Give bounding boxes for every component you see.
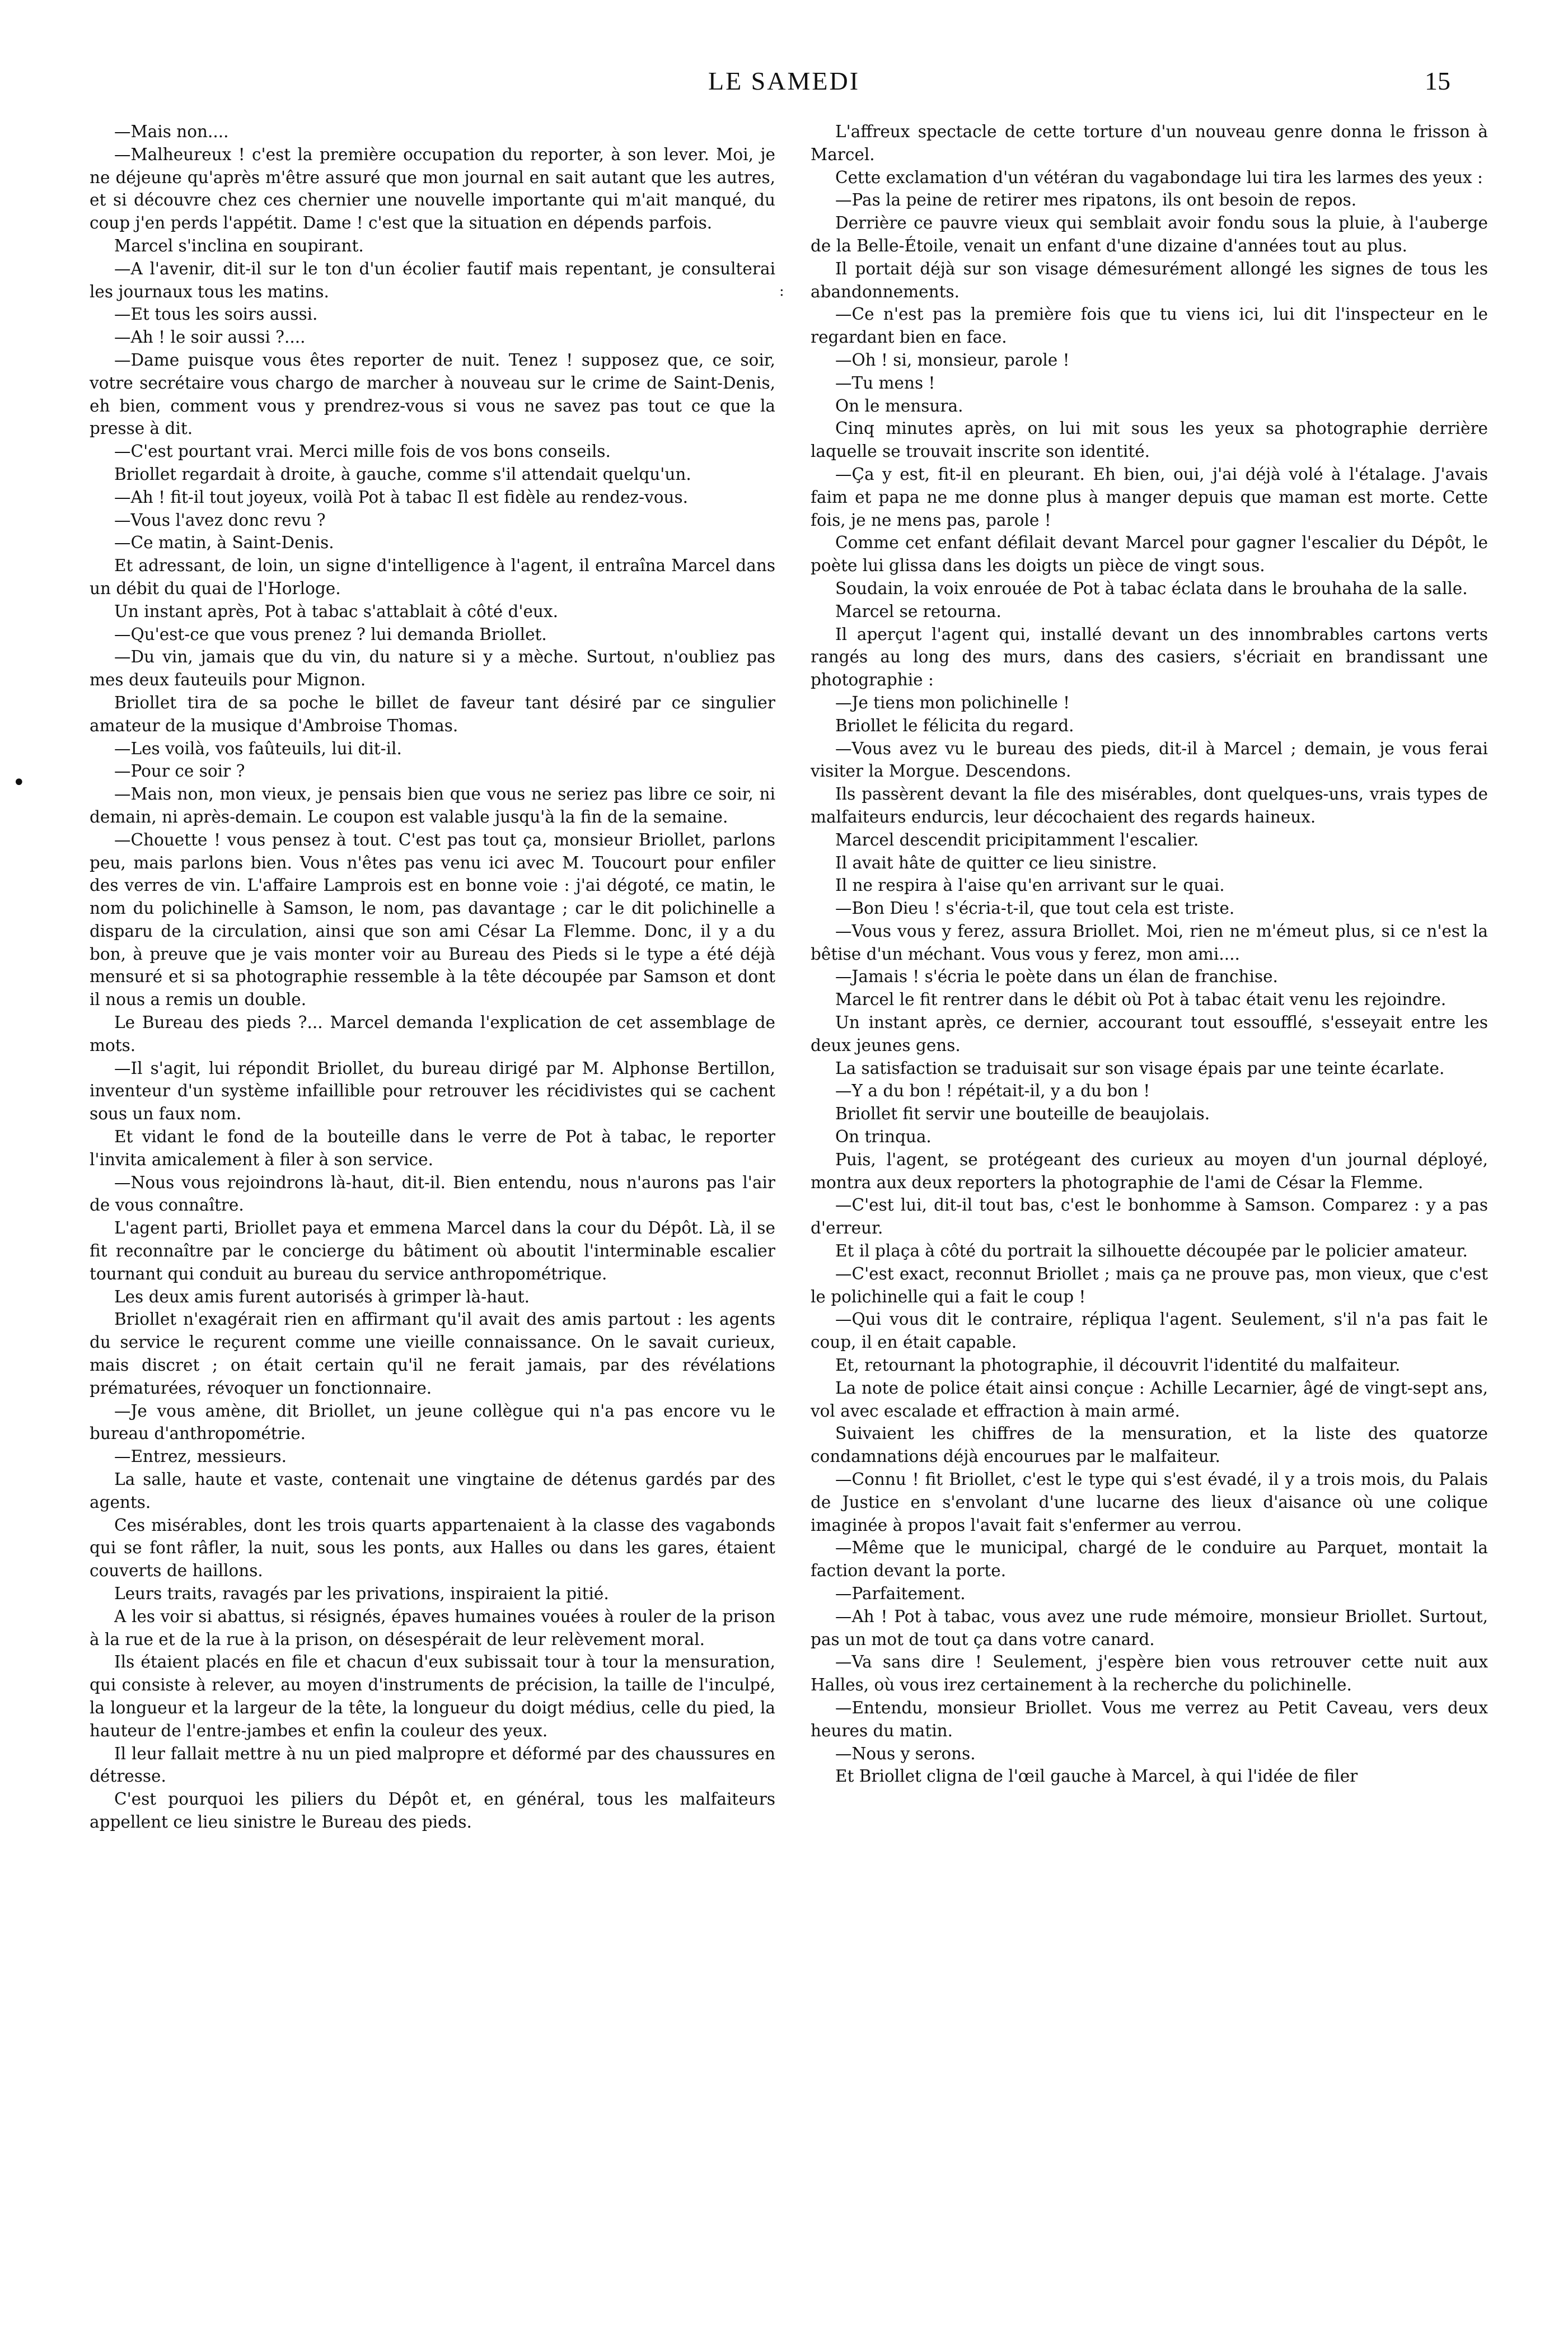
page-number: 15 xyxy=(1425,67,1450,95)
paragraph: Ces misérables, dont les trois quarts appartenaient à la classe des vagabonds qui se font râfler, la nuit, sous les ponts, aux Halles ou dans les gares, étaient couverts de haillons. xyxy=(90,1515,775,1581)
paragraph: —Vous avez vu le bureau des pieds, dit-il à Marcel ; demain, je vous ferai visiter la Morgue. Descendons. xyxy=(811,739,1488,781)
paragraph: —Jamais ! s'écria le poète dans un élan de franchise. xyxy=(835,967,1278,987)
paragraph: Un instant après, ce dernier, accourant tout essoufflé, s'esseyait entre les deux jeunes gens. xyxy=(811,1013,1488,1055)
paragraph: —Ce matin, à Saint-Denis. xyxy=(114,533,334,553)
paragraph: Marcel se retourna. xyxy=(835,601,1001,621)
paragraph: —Ah ! fit-il tout joyeux, voilà Pot à tabac Il est fidèle au rendez-vous. xyxy=(114,487,689,507)
paragraph: —C'est pourtant vrai. Merci mille fois de vos bons conseils. xyxy=(114,442,611,461)
paragraph: Il portait déjà sur son visage démesurément allongé les signes de tous les abandonnements. xyxy=(811,259,1488,301)
paragraph: Soudain, la voix enrouée de Pot à tabac éclata dans le brouhaha de la salle. xyxy=(835,578,1468,598)
paragraph: L'agent parti, Briollet paya et emmena Marcel dans la cour du Dépôt. Là, il se fit reconnaître par le concierge du bâtiment où aboutit l'interminable escalier tournant qui conduit au bureau du service anthropométrique. xyxy=(90,1218,775,1283)
paragraph: La note de police était ainsi conçue : Achille Lecarnier, âgé de vingt-sept ans, vol avec escalade et effraction à main armé. xyxy=(811,1378,1488,1421)
paragraph: Et vidant le fond de la bouteille dans le verre de Pot à tabac, le reporter l'invita amicalement à filer à son service. xyxy=(90,1127,775,1169)
paragraph: Briollet n'exagérait rien en affirmant qu'il avait des amis partout : les agents du service le reçurent comme une vieille connaissance. On le savait curieux, mais discret ; on était certain qu'il ne ferait jamais, par des révélations prématurées, révoquer un fonctionnaire. xyxy=(90,1310,775,1398)
paragraph: —Nous vous rejoindrons là-haut, dit-il. Bien entendu, nous n'aurons pas l'air de vous connaître. xyxy=(90,1172,775,1215)
paragraph: —Ah ! Pot à tabac, vous avez une rude mémoire, monsieur Briollet. Surtout, pas un mot de tout ça dans votre canard. xyxy=(811,1606,1488,1649)
paragraph: Et Briollet cligna de l'œil gauche à Marcel, à qui l'idée de filer xyxy=(835,1767,1358,1786)
paragraph: L'affreux spectacle de cette torture d'un nouveau genre donna le frisson à Marcel. xyxy=(811,122,1488,164)
paragraph: Il ne respira à l'aise qu'en arrivant sur le quai. xyxy=(835,876,1225,895)
paragraph: Ils passèrent devant la file des misérables, dont quelques-uns, vrais types de malfaiteurs endurcis, leur décochaient des regards haineux. xyxy=(811,784,1488,826)
paragraph: Il aperçut l'agent qui, installé devant un des innombrables cartons verts rangés au long des murs, dans des casiers, s'écriait en brandissant une photographie : xyxy=(811,624,1488,690)
paragraph: —Et tous les soirs aussi. xyxy=(114,305,318,324)
paragraph: Briollet regardait à droite, à gauche, comme s'il attendait quelqu'un. xyxy=(114,464,691,484)
paragraph: Leurs traits, ravagés par les privations, inspiraient la pitié. xyxy=(114,1584,609,1603)
paragraph: —Vous vous y ferez, assura Briollet. Moi, rien ne m'émeut plus, si ce n'est la bêtise d'un méchant. Vous vous y ferez, mon ami.... xyxy=(811,921,1488,964)
paragraph: —Mais non.... xyxy=(114,122,229,141)
paragraph: —Du vin, jamais que du vin, du nature si y a mèche. Surtout, n'oubliez pas mes deux fauteuils pour Mignon. xyxy=(90,647,775,690)
paragraph: —Ah ! le soir aussi ?.... xyxy=(114,328,306,347)
paragraph: —Je vous amène, dit Briollet, un jeune collègue qui n'a pas encore vu le bureau d'anthropométrie. xyxy=(90,1401,775,1443)
paragraph: —Mais non, mon vieux, je pensais bien que vous ne seriez pas libre ce soir, ni demain, ni après-demain. Le coupon est valable jusqu'à la fin de la semaine. xyxy=(90,784,775,826)
paragraph: Derrière ce pauvre vieux qui semblait avoir fondu sous la pluie, à l'auberge de la Belle-Étoile, venait un enfant d'une dizaine d'années tout au plus. xyxy=(811,213,1488,255)
paragraph: La satisfaction se traduisait sur son visage épais par une teinte écarlate. xyxy=(835,1058,1445,1078)
paragraph: Marcel le fit rentrer dans le débit où Pot à tabac était venu les rejoindre. xyxy=(835,990,1447,1010)
paragraph: —Chouette ! vous pensez à tout. C'est pas tout ça, monsieur Briollet, parlons peu, mais parlons bien. Vous n'êtes pas venu ici avec M. Toucourt pour enfiler des verres de vin. L'affaire Lamprois est en bonne voie : j'ai dégoté, ce matin, le nom du polichinelle à Samson, le nom, pas davantage ; car le dit polichinelle a disparu de la circulation, ainsi que son ami César La Flemme. Donc, il y a du bon, à preuve que je vais monter voir au Bureau des Pieds si le type a été déjà mensuré et si sa photographie ressemble à la tête découpée par Samson et dont il nous a remis un double. xyxy=(90,830,775,1010)
paragraph: —Entrez, messieurs. xyxy=(114,1447,287,1466)
paragraph: Briollet fit servir une bouteille de beaujolais. xyxy=(835,1104,1210,1124)
paragraph: C'est pourquoi les piliers du Dépôt et, en général, tous les malfaiteurs appellent ce lieu sinistre le Bureau des pieds. xyxy=(90,1790,775,1832)
paragraph: —C'est exact, reconnut Briollet ; mais ça ne prouve pas, mon vieux, que c'est le polichinelle qui a fait le coup ! xyxy=(811,1264,1488,1306)
paragraph: —Tu mens ! xyxy=(835,373,935,393)
paragraph: Il leur fallait mettre à nu un pied malpropre et déformé par des chaussures en détresse. xyxy=(90,1744,775,1786)
paragraph: —Même que le municipal, chargé de le conduire au Parquet, montait la faction devant la porte. xyxy=(811,1538,1488,1581)
paragraph: Briollet tira de sa poche le billet de faveur tant désiré par ce singulier amateur de la musique d'Ambroise Thomas. xyxy=(90,693,775,735)
paragraph: —Qui vous dit le contraire, répliqua l'agent. Seulement, s'il n'a pas fait le coup, il en était capable. xyxy=(811,1310,1488,1352)
paragraph: —Parfaitement. xyxy=(835,1584,966,1603)
paragraph: —Ce n'est pas la première fois que tu viens ici, lui dit l'inspecteur en le regardant bien en face. xyxy=(811,305,1488,347)
paragraph: —Malheureux ! c'est la première occupation du reporter, à son lever. Moi, je ne déjeune qu'après m'être assuré que mon journal en sait autant que les autres, et si découvre chez ces chernier une nouvelle importante qui m'ait manqué, du coup j'en perds l'appétit. Dame ! c'est que la situation en dépends parfois. xyxy=(90,144,775,233)
paragraph: —Les voilà, vos faûteuils, lui dit-il. xyxy=(114,739,402,758)
paragraph: Un instant après, Pot à tabac s'attablait à côté d'eux. xyxy=(114,601,558,621)
paragraph: —C'est lui, dit-il tout bas, c'est le bonhomme à Samson. Comparez : y a pas d'erreur. xyxy=(811,1195,1488,1238)
paragraph: Et il plaça à côté du portrait la silhouette découpée par le policier amateur. xyxy=(835,1241,1468,1261)
paragraph: Comme cet enfant défilait devant Marcel pour gagner l'escalier du Dépôt, le poète lui glissa dans les doigts un pièce de vingt sous. xyxy=(811,533,1488,576)
paragraph: —Y a du bon ! répétait-il, y a du bon ! xyxy=(835,1081,1150,1101)
paragraph: On le mensura. xyxy=(835,396,963,415)
paragraph: A les voir si abattus, si résignés, épaves humaines vouées à rouler de la prison à la rue et de la rue à la prison, on désespérait de leur relèvement moral. xyxy=(90,1606,775,1649)
paragraph: —Pour ce soir ? xyxy=(114,761,245,781)
right-text-column xyxy=(811,120,1488,2304)
paragraph: —Connu ! fit Briollet, c'est le type qui s'est évadé, il y a trois mois, du Palais de Justice en s'envolant d'une lucarne des lieux d'aisance où une colique imaginée à propos l'avait fait s'enfermer au verrou. xyxy=(811,1470,1488,1535)
paragraph: Les deux amis furent autorisés à grimper là-haut. xyxy=(114,1287,530,1306)
paragraph: Cette exclamation d'un vétéran du vagabondage lui tira les larmes des yeux : xyxy=(835,167,1483,187)
paragraph: —A l'avenir, dit-il sur le ton d'un écolier fautif mais repentant, je consulterai les journaux tous les matins. xyxy=(90,259,775,301)
paragraph: —Entendu, monsieur Briollet. Vous me verrez au Petit Caveau, vers deux heures du matin. xyxy=(811,1698,1488,1740)
paragraph: Ils étaient placés en file et chacun d'eux subissait tour à tour la mensuration, qui consiste à relever, au moyen d'instruments de précision, la taille de l'inculpé, la longueur et la largeur de la tête, la longueur du doigt médius, celle du pied, la hauteur de l'entre-jambes et enfin la couleur des yeux. xyxy=(90,1652,775,1740)
paragraph: —Il s'agit, lui répondit Briollet, du bureau dirigé par M. Alphonse Bertillon, inventeur d'un système infaillible pour retrouver les récidivistes qui se cachent sous un faux nom. xyxy=(90,1058,775,1124)
paragraph: —Oh ! si, monsieur, parole ! xyxy=(835,350,1070,370)
paragraph: —Pas la peine de retirer mes ripatons, ils ont besoin de repos. xyxy=(835,190,1357,210)
paragraph: Marcel s'inclina en soupirant. xyxy=(114,236,364,255)
paragraph: Le Bureau des pieds ?... Marcel demanda l'explication de cet assemblage de mots. xyxy=(90,1013,775,1055)
left-text-column xyxy=(90,120,775,2304)
paragraph: —Vous l'avez donc revu ? xyxy=(114,510,326,530)
paragraph: Et, retournant la photographie, il découvrit l'identité du malfaiteur. xyxy=(835,1356,1401,1375)
paragraph: —Bon Dieu ! s'écria-t-il, que tout cela est triste. xyxy=(835,899,1235,918)
paragraph: Briollet le félicita du regard. xyxy=(835,716,1074,735)
gutter-mark: : xyxy=(779,283,784,300)
paragraph: Marcel descendit pricipitamment l'escalier. xyxy=(835,830,1199,849)
paragraph: La salle, haute et vaste, contenait une vingtaine de détenus gardés par des agents. xyxy=(90,1470,775,1512)
paragraph: —Je tiens mon polichinelle ! xyxy=(835,693,1070,712)
paragraph: —Nous y serons. xyxy=(835,1744,976,1763)
margin-bullet-mark: • xyxy=(12,770,26,796)
paragraph: Suivaient les chiffres de la mensuration, et la liste des quatorze condamnations déjà encourues par le malfaiteur. xyxy=(811,1424,1488,1466)
publication-title: LE SAMEDI xyxy=(708,67,860,95)
paragraph: Cinq minutes après, on lui mit sous les yeux sa photographie derrière laquelle se trouvait inscrite son identité. xyxy=(811,419,1488,461)
paragraph: —Dame puisque vous êtes reporter de nuit. Tenez ! supposez que, ce soir, votre secrétaire vous chargo de marcher à nouveau sur le crime de Saint-Denis, eh bien, comment vous y prendrez-vous si vous ne savez pas tout ce que la presse à dit. xyxy=(90,350,775,438)
paragraph: —Va sans dire ! Seulement, j'espère bien vous retrouver cette nuit aux Halles, où vous irez certainement à la recherche du polichinelle. xyxy=(811,1652,1488,1695)
paragraph: Et adressant, de loin, un signe d'intelligence à l'agent, il entraîna Marcel dans un débit du quai de l'Horloge. xyxy=(90,556,775,598)
paragraph: —Ça y est, fit-il en pleurant. Eh bien, oui, j'ai déjà volé à l'étalage. J'avais faim et papa ne me donne plus à manger depuis que maman est morte. Cette fois, je ne mens pas, parole ! xyxy=(811,464,1488,530)
paragraph: —Qu'est-ce que vous prenez ? lui demanda Briollet. xyxy=(114,624,547,644)
page-header xyxy=(67,66,1501,100)
paragraph: Il avait hâte de quitter ce lieu sinistre. xyxy=(835,853,1157,872)
paragraph: Puis, l'agent, se protégeant des curieux au moyen d'un journal déployé, montra aux deux reporters la photographie de l'ami de César la Flemme. xyxy=(811,1150,1488,1192)
paragraph: On trinqua. xyxy=(835,1127,932,1147)
